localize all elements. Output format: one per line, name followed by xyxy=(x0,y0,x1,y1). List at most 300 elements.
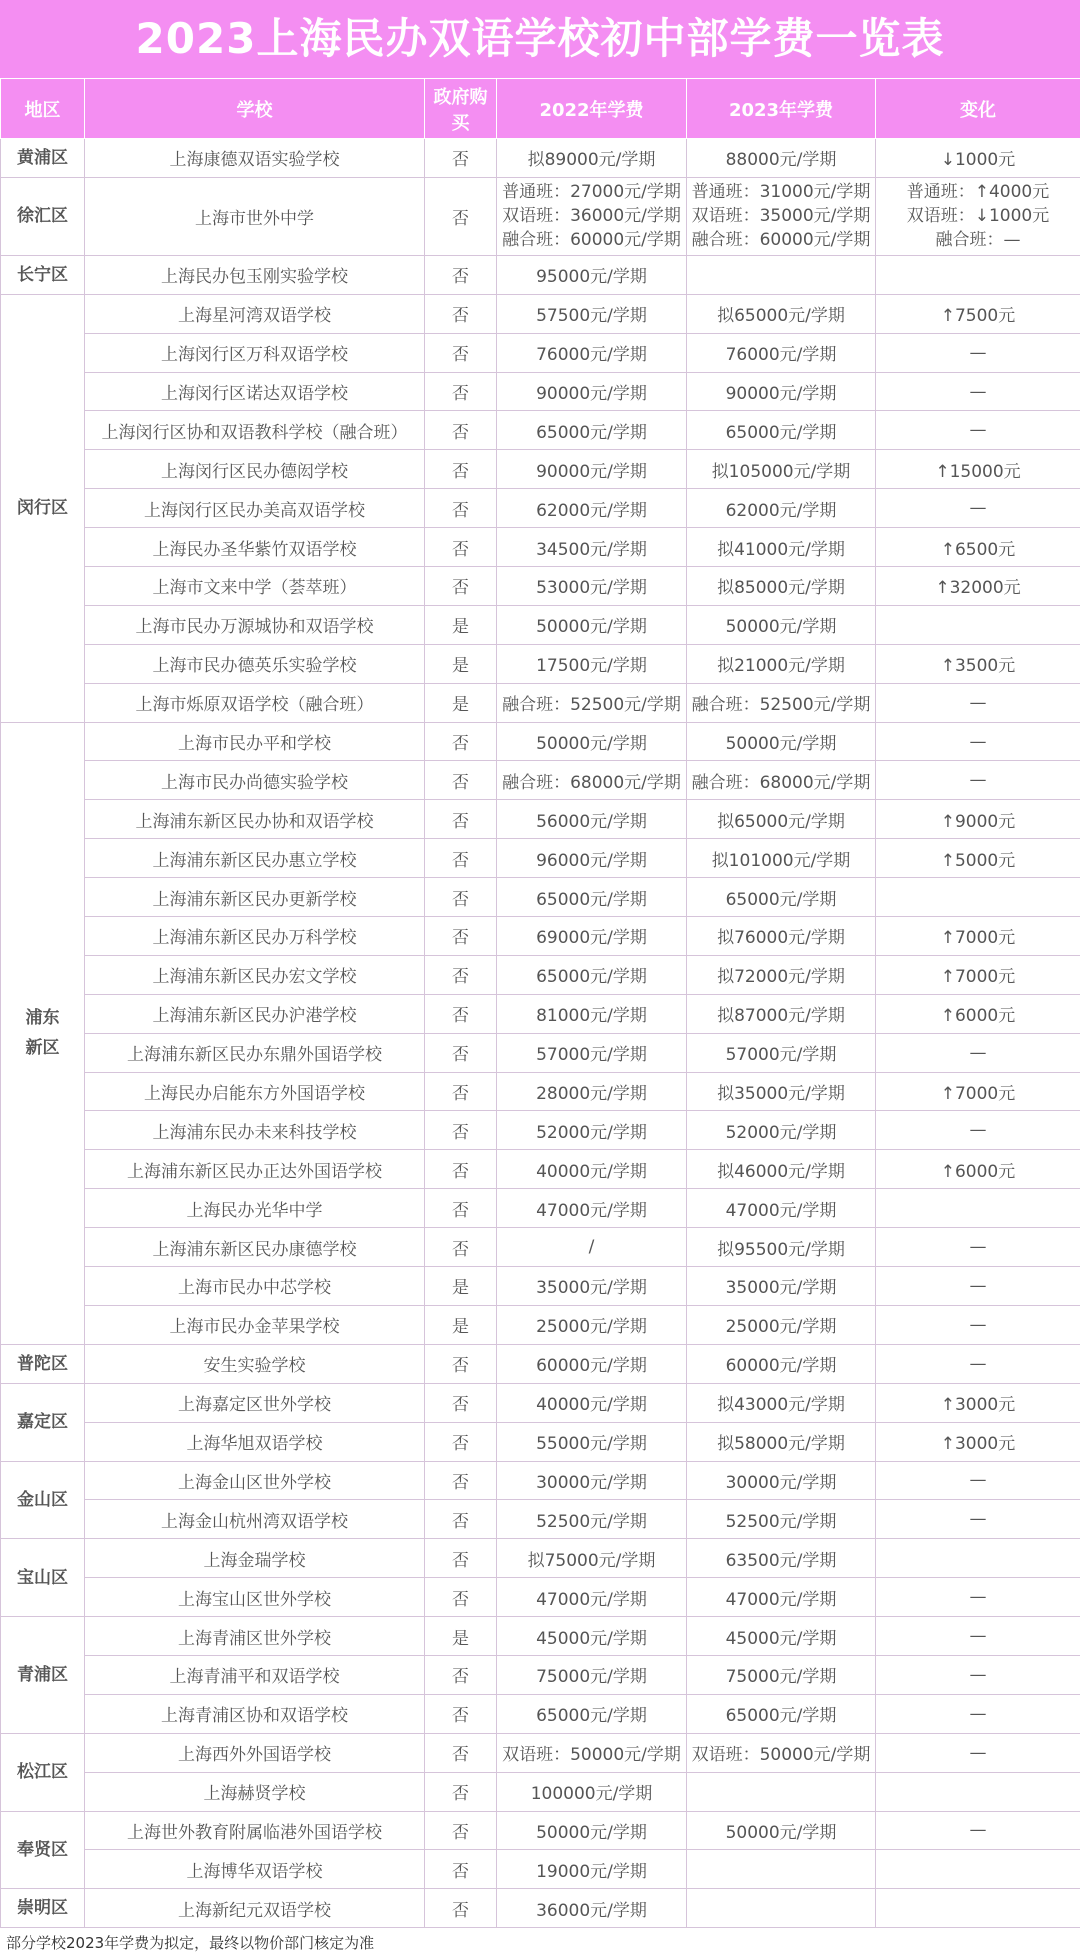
table-row xyxy=(1,567,1080,606)
school-cell: 上海市民办中芯学校 xyxy=(85,1267,425,1306)
fee2023-cell: 62000元/学期 xyxy=(687,489,876,528)
fee2023-cell xyxy=(687,1850,876,1889)
fee2023-cell: 拟76000元/学期 xyxy=(687,917,876,956)
district-cell: 普陀区 xyxy=(1,1344,85,1383)
fee2023-line: 融合班：60000元/学期 xyxy=(691,230,871,251)
gov-cell: 否 xyxy=(425,1733,497,1772)
school-cell: 上海市民办尚德实验学校 xyxy=(85,761,425,800)
change-cell: — xyxy=(876,1344,1080,1383)
change-line: 普通班：↑4000元 xyxy=(906,182,1050,203)
fee2022-cell xyxy=(497,177,687,255)
fee2022-cell: 融合班：52500元/学期 xyxy=(497,683,687,722)
fee2023-cell: 57000元/学期 xyxy=(687,1033,876,1072)
gov-cell: 否 xyxy=(425,800,497,839)
fee2022-cell: 17500元/学期 xyxy=(497,644,687,683)
school-cell: 上海闵行区万科双语学校 xyxy=(85,333,425,372)
table-row xyxy=(1,1150,1080,1189)
header-district: 地区 xyxy=(1,79,85,139)
district-cell: 宝山区 xyxy=(1,1539,85,1617)
fee2023-cell xyxy=(687,177,876,255)
school-cell: 上海青浦平和双语学校 xyxy=(85,1655,425,1694)
fee2023-cell: 76000元/学期 xyxy=(687,333,876,372)
school-cell: 上海浦东新区民办万科学校 xyxy=(85,917,425,956)
change-cell: — xyxy=(876,683,1080,722)
fee2022-cell: 50000元/学期 xyxy=(497,605,687,644)
table-row xyxy=(1,1189,1080,1228)
gov-cell: 否 xyxy=(425,1189,497,1228)
fee2022-cell: 65000元/学期 xyxy=(497,1694,687,1733)
district-cell: 松江区 xyxy=(1,1733,85,1811)
table-row xyxy=(1,1772,1080,1811)
change-cell: — xyxy=(876,489,1080,528)
table-row xyxy=(1,1889,1080,1928)
table-row xyxy=(1,1305,1080,1344)
change-cell: ↑6000元 xyxy=(876,994,1080,1033)
table-row xyxy=(1,878,1080,917)
fee2022-line: 双语班：36000元/学期 xyxy=(502,206,681,227)
fee2022-cell: / xyxy=(497,1228,687,1267)
table-row xyxy=(1,683,1080,722)
fee2023-cell: 30000元/学期 xyxy=(687,1461,876,1500)
gov-cell: 否 xyxy=(425,1655,497,1694)
change-cell xyxy=(876,878,1080,917)
fee2022-cell: 47000元/学期 xyxy=(497,1189,687,1228)
gov-cell: 否 xyxy=(425,1694,497,1733)
gov-cell: 否 xyxy=(425,1772,497,1811)
table-row xyxy=(1,489,1080,528)
fee2022-cell: 拟89000元/学期 xyxy=(497,139,687,178)
gov-cell: 否 xyxy=(425,411,497,450)
fee2023-cell: 拟72000元/学期 xyxy=(687,955,876,994)
header-fee2022: 2022年学费 xyxy=(497,79,687,139)
change-cell: — xyxy=(876,411,1080,450)
school-cell: 上海闵行区民办德闳学校 xyxy=(85,450,425,489)
change-cell: — xyxy=(876,1617,1080,1656)
school-cell: 上海浦东新区民办惠立学校 xyxy=(85,839,425,878)
school-cell: 上海市烁原双语学校（融合班） xyxy=(85,683,425,722)
change-line: 融合班：— xyxy=(935,230,1021,251)
table-row xyxy=(1,1072,1080,1111)
fee2022-cell: 100000元/学期 xyxy=(497,1772,687,1811)
change-cell: — xyxy=(876,722,1080,761)
gov-cell: 否 xyxy=(425,489,497,528)
fee2022-cell: 90000元/学期 xyxy=(497,450,687,489)
school-cell: 上海浦东新区民办东鼎外国语学校 xyxy=(85,1033,425,1072)
fee2022-cell: 90000元/学期 xyxy=(497,372,687,411)
fee2022-cell: 47000元/学期 xyxy=(497,1578,687,1617)
table-row xyxy=(1,605,1080,644)
fee2022-cell: 55000元/学期 xyxy=(497,1422,687,1461)
header-school: 学校 xyxy=(85,79,425,139)
fee2022-cell: 60000元/学期 xyxy=(497,1344,687,1383)
header-gov: 政府购买 xyxy=(425,79,497,139)
school-cell: 上海金瑞学校 xyxy=(85,1539,425,1578)
fee2023-cell xyxy=(687,1889,876,1928)
district-cell: 青浦区 xyxy=(1,1617,85,1734)
fee2022-cell: 56000元/学期 xyxy=(497,800,687,839)
fee2022-cell: 40000元/学期 xyxy=(497,1383,687,1422)
fee2022-cell: 52500元/学期 xyxy=(497,1500,687,1539)
change-cell: ↑7500元 xyxy=(876,294,1080,333)
change-cell: ↑15000元 xyxy=(876,450,1080,489)
gov-cell: 否 xyxy=(425,372,497,411)
table-row xyxy=(1,1033,1080,1072)
fee2022-cell: 81000元/学期 xyxy=(497,994,687,1033)
fee2023-cell: 88000元/学期 xyxy=(687,139,876,178)
fee2023-cell: 90000元/学期 xyxy=(687,372,876,411)
fee2023-cell: 65000元/学期 xyxy=(687,878,876,917)
fee2023-cell: 35000元/学期 xyxy=(687,1267,876,1306)
gov-cell: 否 xyxy=(425,1850,497,1889)
change-cell: ↑9000元 xyxy=(876,800,1080,839)
fee2022-cell: 28000元/学期 xyxy=(497,1072,687,1111)
table-row xyxy=(1,1811,1080,1850)
school-cell: 上海博华双语学校 xyxy=(85,1850,425,1889)
change-cell: — xyxy=(876,1111,1080,1150)
change-cell: ↑6000元 xyxy=(876,1150,1080,1189)
school-cell: 上海浦东新区民办宏文学校 xyxy=(85,955,425,994)
table-row xyxy=(1,1850,1080,1889)
fee2023-cell: 60000元/学期 xyxy=(687,1344,876,1383)
fee2022-cell: 69000元/学期 xyxy=(497,917,687,956)
fee2023-cell: 25000元/学期 xyxy=(687,1305,876,1344)
change-cell: — xyxy=(876,1578,1080,1617)
school-cell: 上海闵行区民办美高双语学校 xyxy=(85,489,425,528)
page-title: 2023上海民办双语学校初中部学费一览表 xyxy=(0,0,1080,78)
change-cell: — xyxy=(876,372,1080,411)
table-row xyxy=(1,1694,1080,1733)
school-cell: 上海闵行区诺达双语学校 xyxy=(85,372,425,411)
fee2023-cell: 50000元/学期 xyxy=(687,722,876,761)
school-cell: 上海市世外中学 xyxy=(85,177,425,255)
change-cell xyxy=(876,1189,1080,1228)
change-cell: — xyxy=(876,1267,1080,1306)
fee2022-cell: 35000元/学期 xyxy=(497,1267,687,1306)
fee2023-cell: 双语班：50000元/学期 xyxy=(687,1733,876,1772)
change-cell: ↑3500元 xyxy=(876,644,1080,683)
change-cell: ↑7000元 xyxy=(876,955,1080,994)
school-cell: 上海浦东新区民办康德学校 xyxy=(85,1228,425,1267)
fee2022-cell: 52000元/学期 xyxy=(497,1111,687,1150)
school-cell: 上海市民办金苹果学校 xyxy=(85,1305,425,1344)
school-cell: 上海民办启能东方外国语学校 xyxy=(85,1072,425,1111)
gov-cell: 否 xyxy=(425,1500,497,1539)
change-cell: ↑3000元 xyxy=(876,1422,1080,1461)
table-row xyxy=(1,372,1080,411)
school-cell: 上海西外外国语学校 xyxy=(85,1733,425,1772)
table-row xyxy=(1,1500,1080,1539)
change-cell: — xyxy=(876,1305,1080,1344)
fee2023-cell: 拟58000元/学期 xyxy=(687,1422,876,1461)
gov-cell: 是 xyxy=(425,605,497,644)
school-cell: 上海金山杭州湾双语学校 xyxy=(85,1500,425,1539)
gov-cell: 是 xyxy=(425,1617,497,1656)
table-row xyxy=(1,333,1080,372)
fee2023-cell: 拟35000元/学期 xyxy=(687,1072,876,1111)
school-cell: 上海世外教育附属临港外国语学校 xyxy=(85,1811,425,1850)
gov-cell: 否 xyxy=(425,1033,497,1072)
fee2022-cell: 62000元/学期 xyxy=(497,489,687,528)
table-row xyxy=(1,917,1080,956)
fee2023-cell: 融合班：52500元/学期 xyxy=(687,683,876,722)
fee2022-cell: 36000元/学期 xyxy=(497,1889,687,1928)
fee2023-cell: 拟105000元/学期 xyxy=(687,450,876,489)
fee2022-cell: 融合班：68000元/学期 xyxy=(497,761,687,800)
school-cell: 上海康德双语实验学校 xyxy=(85,139,425,178)
table-row xyxy=(1,411,1080,450)
gov-cell: 是 xyxy=(425,1267,497,1306)
gov-cell: 否 xyxy=(425,1228,497,1267)
table-row xyxy=(1,955,1080,994)
table-row xyxy=(1,1111,1080,1150)
school-cell: 上海浦东新区民办正达外国语学校 xyxy=(85,1150,425,1189)
school-cell: 安生实验学校 xyxy=(85,1344,425,1383)
gov-cell: 否 xyxy=(425,1072,497,1111)
district-cell: 黄浦区 xyxy=(1,139,85,178)
fee2022-cell: 96000元/学期 xyxy=(497,839,687,878)
fee2023-cell xyxy=(687,255,876,294)
table-row xyxy=(1,528,1080,567)
change-cell: ↑7000元 xyxy=(876,917,1080,956)
gov-cell: 否 xyxy=(425,1344,497,1383)
header-change: 变化 xyxy=(876,79,1080,139)
gov-cell: 否 xyxy=(425,1422,497,1461)
fee2022-cell: 65000元/学期 xyxy=(497,411,687,450)
gov-cell: 是 xyxy=(425,683,497,722)
change-cell: — xyxy=(876,333,1080,372)
fee2023-line: 普通班：31000元/学期 xyxy=(691,182,871,203)
district-cell: 闵行区 xyxy=(1,294,85,722)
fee2023-cell: 拟41000元/学期 xyxy=(687,528,876,567)
fee2022-cell: 75000元/学期 xyxy=(497,1655,687,1694)
gov-cell: 否 xyxy=(425,761,497,800)
school-cell: 上海市民办德英乐实验学校 xyxy=(85,644,425,683)
change-cell: — xyxy=(876,1694,1080,1733)
gov-cell: 否 xyxy=(425,1111,497,1150)
school-cell: 上海宝山区世外学校 xyxy=(85,1578,425,1617)
table-row xyxy=(1,1267,1080,1306)
table-row xyxy=(1,294,1080,333)
fee2022-cell: 30000元/学期 xyxy=(497,1461,687,1500)
gov-cell: 否 xyxy=(425,177,497,255)
change-cell xyxy=(876,1850,1080,1889)
fee2022-cell: 65000元/学期 xyxy=(497,955,687,994)
district-cell: 嘉定区 xyxy=(1,1383,85,1461)
fee2023-line: 双语班：35000元/学期 xyxy=(691,206,871,227)
fee2022-cell: 50000元/学期 xyxy=(497,1811,687,1850)
school-cell: 上海青浦区协和双语学校 xyxy=(85,1694,425,1733)
gov-cell: 否 xyxy=(425,1889,497,1928)
change-cell: — xyxy=(876,1033,1080,1072)
fee2022-cell: 76000元/学期 xyxy=(497,333,687,372)
change-cell: ↑32000元 xyxy=(876,567,1080,606)
school-cell: 上海民办光华中学 xyxy=(85,1189,425,1228)
table-row xyxy=(1,1383,1080,1422)
fee2023-cell: 50000元/学期 xyxy=(687,605,876,644)
fee2022-cell: 19000元/学期 xyxy=(497,1850,687,1889)
fee2022-cell: 50000元/学期 xyxy=(497,722,687,761)
fee2022-cell: 40000元/学期 xyxy=(497,1150,687,1189)
fee2022-cell: 53000元/学期 xyxy=(497,567,687,606)
change-cell xyxy=(876,255,1080,294)
change-cell: ↑6500元 xyxy=(876,528,1080,567)
school-cell: 上海嘉定区世外学校 xyxy=(85,1383,425,1422)
change-cell: — xyxy=(876,1811,1080,1850)
change-cell: ↑3000元 xyxy=(876,1383,1080,1422)
change-cell xyxy=(876,1539,1080,1578)
school-cell: 上海市文来中学（荟萃班） xyxy=(85,567,425,606)
gov-cell: 否 xyxy=(425,878,497,917)
change-cell: — xyxy=(876,1500,1080,1539)
table-row xyxy=(1,1228,1080,1267)
fee2023-cell: 65000元/学期 xyxy=(687,1694,876,1733)
gov-cell: 否 xyxy=(425,1539,497,1578)
fee2023-cell: 65000元/学期 xyxy=(687,411,876,450)
district-cell: 浦东新区 xyxy=(1,722,85,1344)
gov-cell: 否 xyxy=(425,1578,497,1617)
fee2023-cell: 拟95500元/学期 xyxy=(687,1228,876,1267)
school-cell: 上海浦东新区民办更新学校 xyxy=(85,878,425,917)
change-cell xyxy=(876,177,1080,255)
school-cell: 上海赫贤学校 xyxy=(85,1772,425,1811)
change-cell xyxy=(876,605,1080,644)
table-row xyxy=(1,800,1080,839)
change-cell: — xyxy=(876,761,1080,800)
table-row xyxy=(1,177,1080,255)
table-row xyxy=(1,1344,1080,1383)
gov-cell: 否 xyxy=(425,994,497,1033)
fee2022-cell: 25000元/学期 xyxy=(497,1305,687,1344)
fee2023-cell: 拟65000元/学期 xyxy=(687,294,876,333)
fee2023-cell: 拟87000元/学期 xyxy=(687,994,876,1033)
table-body xyxy=(1,139,1080,1928)
table-row xyxy=(1,1733,1080,1772)
table-row xyxy=(1,1461,1080,1500)
change-line: 双语班：↓1000元 xyxy=(906,206,1050,227)
fee2022-cell: 34500元/学期 xyxy=(497,528,687,567)
district-cell: 奉贤区 xyxy=(1,1811,85,1889)
header-row xyxy=(1,79,1080,139)
school-cell: 上海市民办万源城协和双语学校 xyxy=(85,605,425,644)
fee2022-cell: 57500元/学期 xyxy=(497,294,687,333)
gov-cell: 否 xyxy=(425,255,497,294)
district-cell: 长宁区 xyxy=(1,255,85,294)
fee2023-cell: 拟46000元/学期 xyxy=(687,1150,876,1189)
fee2023-cell: 50000元/学期 xyxy=(687,1811,876,1850)
fee2023-cell: 47000元/学期 xyxy=(687,1578,876,1617)
gov-cell: 否 xyxy=(425,722,497,761)
table-row xyxy=(1,994,1080,1033)
table-row xyxy=(1,255,1080,294)
school-cell: 上海金山区世外学校 xyxy=(85,1461,425,1500)
gov-cell: 否 xyxy=(425,528,497,567)
change-cell xyxy=(876,1889,1080,1928)
fee2023-cell: 拟65000元/学期 xyxy=(687,800,876,839)
school-cell: 上海新纪元双语学校 xyxy=(85,1889,425,1928)
school-cell: 上海浦东民办未来科技学校 xyxy=(85,1111,425,1150)
gov-cell: 否 xyxy=(425,139,497,178)
fee2022-cell: 65000元/学期 xyxy=(497,878,687,917)
header-fee2023: 2023年学费 xyxy=(687,79,876,139)
fee2023-cell: 47000元/学期 xyxy=(687,1189,876,1228)
district-cell: 徐汇区 xyxy=(1,177,85,255)
fee2022-cell: 45000元/学期 xyxy=(497,1617,687,1656)
table-row xyxy=(1,139,1080,178)
fee2022-cell: 95000元/学期 xyxy=(497,255,687,294)
change-cell xyxy=(876,1772,1080,1811)
fee2023-cell: 63500元/学期 xyxy=(687,1539,876,1578)
school-cell: 上海民办包玉刚实验学校 xyxy=(85,255,425,294)
fee2022-cell: 双语班：50000元/学期 xyxy=(497,1733,687,1772)
change-cell: ↑7000元 xyxy=(876,1072,1080,1111)
table-row xyxy=(1,1617,1080,1656)
school-cell: 上海浦东新区民办协和双语学校 xyxy=(85,800,425,839)
table-row xyxy=(1,1655,1080,1694)
district-cell: 崇明区 xyxy=(1,1889,85,1928)
school-cell: 上海浦东新区民办沪港学校 xyxy=(85,994,425,1033)
table-row xyxy=(1,1422,1080,1461)
change-cell: — xyxy=(876,1733,1080,1772)
school-cell: 上海青浦区世外学校 xyxy=(85,1617,425,1656)
fee2023-cell: 拟85000元/学期 xyxy=(687,567,876,606)
fee2022-cell: 57000元/学期 xyxy=(497,1033,687,1072)
fee2023-cell: 45000元/学期 xyxy=(687,1617,876,1656)
table-row xyxy=(1,839,1080,878)
school-cell: 上海闵行区协和双语教科学校（融合班） xyxy=(85,411,425,450)
change-cell: ↑5000元 xyxy=(876,839,1080,878)
gov-cell: 否 xyxy=(425,1383,497,1422)
table-row xyxy=(1,644,1080,683)
change-cell: — xyxy=(876,1228,1080,1267)
school-cell: 上海民办圣华紫竹双语学校 xyxy=(85,528,425,567)
gov-cell: 否 xyxy=(425,955,497,994)
fee2023-cell: 75000元/学期 xyxy=(687,1655,876,1694)
gov-cell: 否 xyxy=(425,567,497,606)
change-cell: ↓1000元 xyxy=(876,139,1080,178)
fee2022-line: 普通班：27000元/学期 xyxy=(502,182,681,203)
table-row xyxy=(1,450,1080,489)
gov-cell: 否 xyxy=(425,917,497,956)
gov-cell: 是 xyxy=(425,644,497,683)
change-cell: — xyxy=(876,1655,1080,1694)
fee2023-cell xyxy=(687,1772,876,1811)
table-row xyxy=(1,761,1080,800)
gov-cell: 是 xyxy=(425,1305,497,1344)
school-cell: 上海市民办平和学校 xyxy=(85,722,425,761)
table-row xyxy=(1,1578,1080,1617)
fee-table xyxy=(0,78,1080,1928)
fee2023-cell: 拟43000元/学期 xyxy=(687,1383,876,1422)
gov-cell: 否 xyxy=(425,1150,497,1189)
fee2023-cell: 拟101000元/学期 xyxy=(687,839,876,878)
fee2023-cell: 52000元/学期 xyxy=(687,1111,876,1150)
gov-cell: 否 xyxy=(425,450,497,489)
school-cell: 上海华旭双语学校 xyxy=(85,1422,425,1461)
change-cell: — xyxy=(876,1461,1080,1500)
fee2022-line: 融合班：60000元/学期 xyxy=(502,230,681,251)
fee2023-cell: 拟21000元/学期 xyxy=(687,644,876,683)
school-cell: 上海星河湾双语学校 xyxy=(85,294,425,333)
fee2023-cell: 融合班：68000元/学期 xyxy=(687,761,876,800)
gov-cell: 否 xyxy=(425,294,497,333)
fee2022-cell: 拟75000元/学期 xyxy=(497,1539,687,1578)
table-row xyxy=(1,722,1080,761)
footnote: 部分学校2023年学费为拟定，最终以物价部门核定为准 xyxy=(6,1934,375,1953)
fee2023-cell: 52500元/学期 xyxy=(687,1500,876,1539)
gov-cell: 否 xyxy=(425,839,497,878)
gov-cell: 否 xyxy=(425,1461,497,1500)
gov-cell: 否 xyxy=(425,1811,497,1850)
